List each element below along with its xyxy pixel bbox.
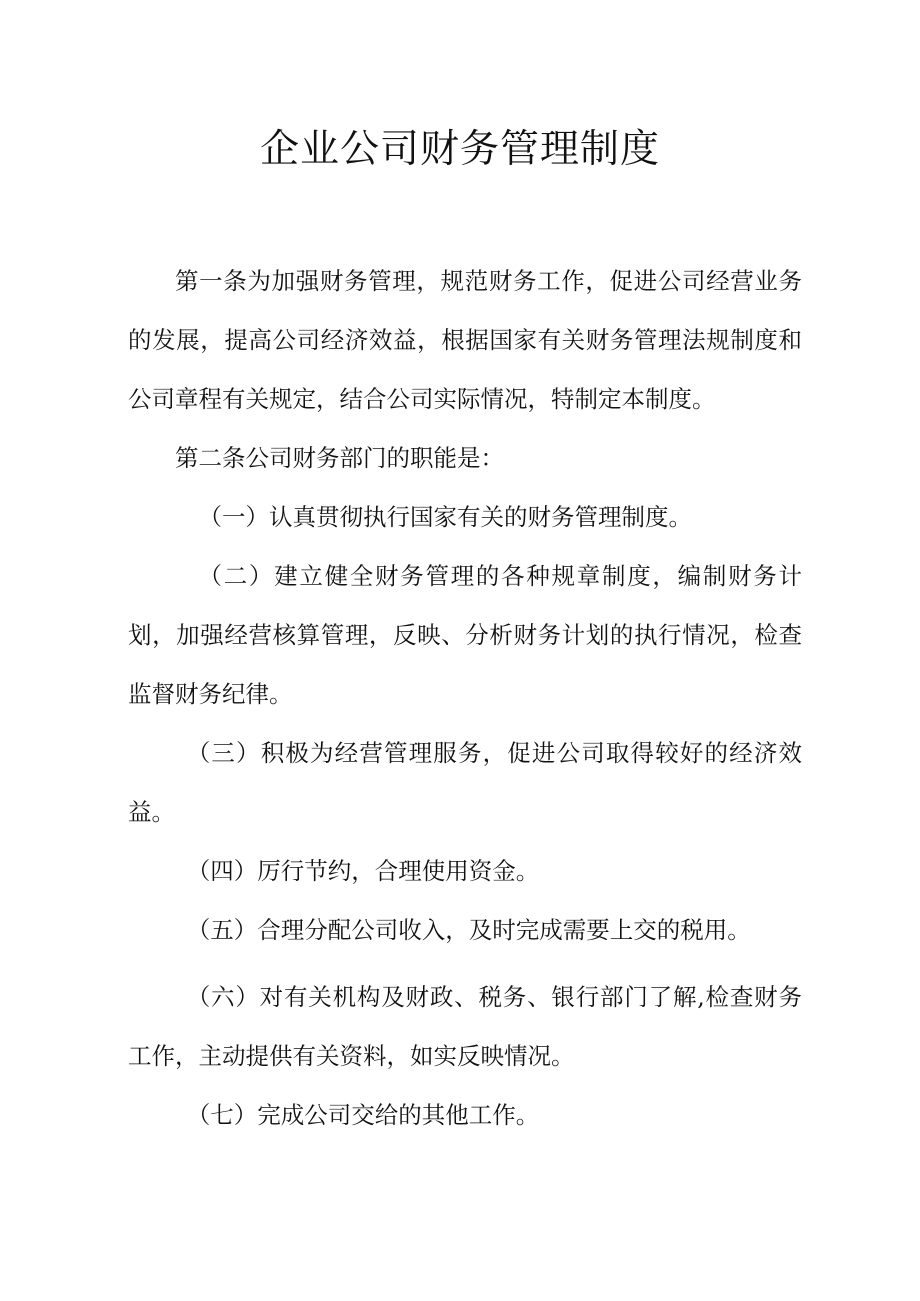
article-2-paragraph: 第二条公司财务部门的职能是： [175, 444, 504, 472]
duty-item-6: （六）对有关机构及财政、税务、银行部门了解,检查财务工作，主动提供有关资料，如实反映情况。 [128, 983, 802, 1070]
duty-item-1: （一）认真贯彻执行国家有关的财务管理制度。 [198, 503, 692, 531]
article-1-paragraph: 第一条为加强财务管理，规范财务工作，促进公司经营业务的发展，提高公司经济效益，根据国家有关财务管理法规制度和公司章程有关规定，结合公司实际情况，特制定本制度。 [128, 267, 802, 413]
document-body [128, 252, 802, 1145]
duty-item-4: （四）厉行节约，合理使用资金。 [186, 857, 540, 885]
duty-item-5: （五）合理分配公司收入，及时完成需要上交的税用。 [186, 916, 751, 944]
document-title: 企业公司财务管理制度 [259, 127, 660, 172]
duty-item-2: （二）建立健全财务管理的各种规章制度，编制财务计划，加强经营核算管理，反映、分析财务计划的执行情况，检查监督财务纪律。 [128, 562, 802, 708]
duty-item-3: （三）积极为经营管理服务，促进公司取得较好的经济效益。 [128, 739, 802, 826]
duty-item-7: （七）完成公司交给的其他工作。 [186, 1101, 540, 1129]
